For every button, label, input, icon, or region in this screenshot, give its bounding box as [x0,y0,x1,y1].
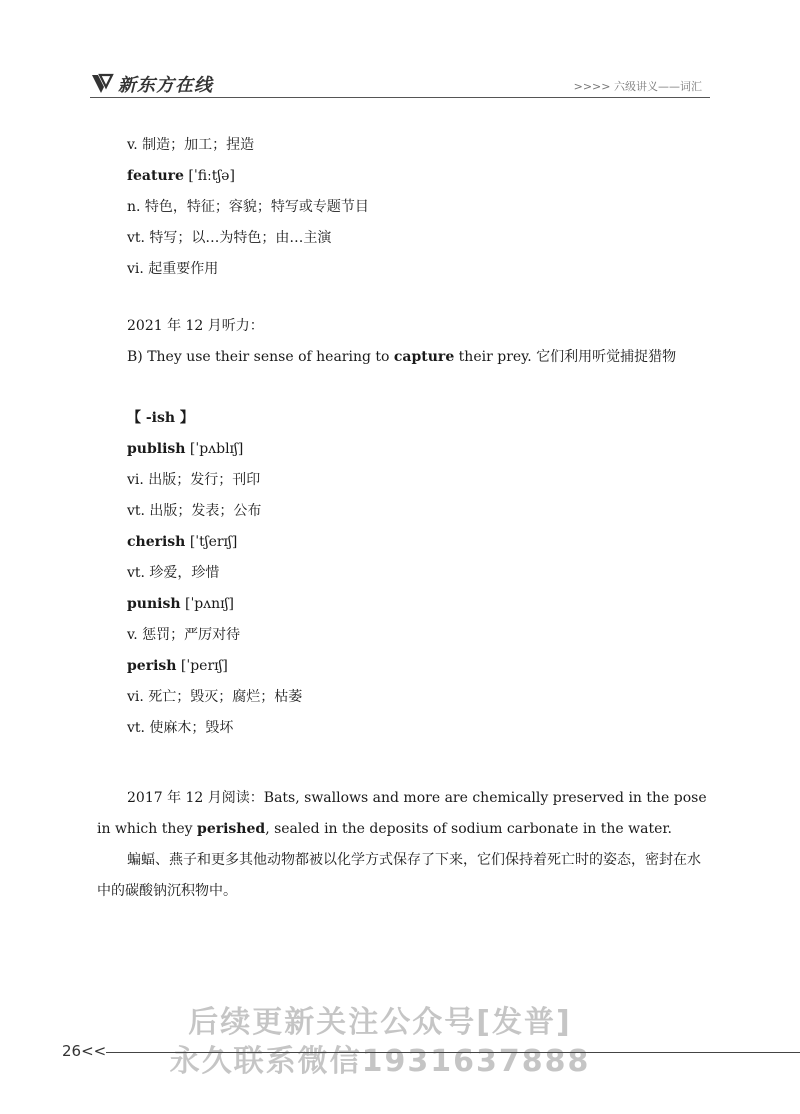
phonetic: [ˈpʌblɪʃ] [185,441,244,457]
definition-line: n. 特色，特征；容貌；特写或专题节目 [127,199,369,215]
translation-paragraph: 蝙蝠、燕子和更多其他动物都被以化学方式保存了下来，它们保持着死亡时的姿态，密封在水中的碳酸钠沉积物中。 [97,852,701,899]
exam-source-label: 2021 年 12 月听力： [127,318,264,334]
headword-punish [127,593,707,624]
example-keyword: capture [393,349,455,365]
definition-line: v. 制造；加工；捏造 [127,137,255,153]
headword: publish [127,441,186,457]
watermark-line-2: 永久联系微信1931637888 [169,1044,591,1079]
headword-cherish [127,531,707,562]
footer-divider [106,1052,800,1053]
definition-line: vt. 珍爱，珍惜 [127,565,220,581]
definition-line: vi. 起重要作用 [127,261,219,277]
phonetic: [ˈpʌnɪʃ] [180,596,234,612]
logo-text: 新东方在线 [118,75,213,96]
headword: cherish [127,534,186,550]
definition-line: vt. 使麻木；毁坏 [127,720,234,736]
headword: punish [127,596,181,612]
suffix-heading: 【 -ish 】 [127,410,194,426]
example-text: B) They use their sense of hearing to [127,349,394,365]
phonetic: [ˈperɪʃ] [176,658,228,674]
logo-mark-icon [90,72,116,96]
headword-perish [127,655,707,686]
page-header [90,68,710,100]
headword: perish [127,658,177,674]
definition-line: vt. 特写；以…为特色；由…主演 [127,230,332,246]
section-label: >>>> 六级讲义——词汇 [573,80,702,93]
headword-feature [127,165,707,196]
definition-line: v. 惩罚；严厉对待 [127,627,241,643]
example-text: , sealed in the deposits of sodium carbonate in the water. [265,821,672,837]
definition-line: vi. 出版；发行；刊印 [127,472,261,488]
headword-publish [127,438,707,469]
phonetic: [ˈfiːtʃə] [183,168,235,184]
definition-line: vi. 死亡；毁灭；腐烂；枯萎 [127,689,303,705]
example-keyword: perished [197,821,266,837]
example-sentence [127,346,707,377]
header-divider [90,97,710,98]
definition-line: vt. 出版；发表；公布 [127,503,262,519]
headword: feature [127,168,184,184]
example-paragraph [97,783,707,845]
example-text: 2017 年 12 月阅读：Bats, swallows and more are chemically preserved in the pose in which they [97,790,707,837]
logo [90,70,213,98]
phonetic: [ˈtʃerɪʃ] [185,534,238,550]
vocabulary-content [127,134,707,748]
watermark-line-1: 后续更新关注公众号[发普] [188,1005,572,1040]
example-text: their prey. 它们利用听觉捕捉猎物 [454,349,677,365]
page-number: 26<< [62,1042,107,1060]
